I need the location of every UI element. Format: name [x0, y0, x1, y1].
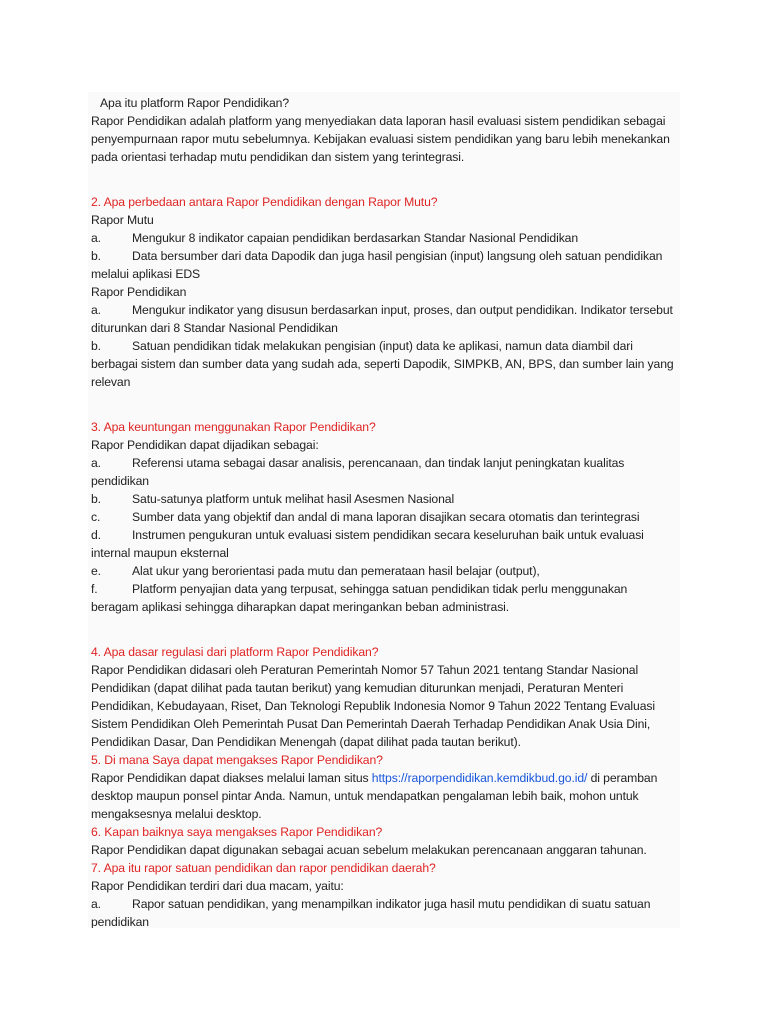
- list-item: b. Data bersumber dari data Dapodik dan juga hasil pengisian (input) langsung oleh satuan pendidikan melalui aplikasi EDS: [91, 249, 663, 281]
- list-item: c. Sumber data yang objektif dan andal di mana laporan disajikan secara otomatis dan terintegrasi: [91, 510, 640, 524]
- list-item: a. Rapor satuan pendidikan, yang menampilkan indikator juga hasil mutu pendidikan di suatu satuan pendidikan: [91, 897, 651, 928]
- rapor-pendidikan-link[interactable]: https://raporpendidikan.kemdikbud.go.id/: [371, 771, 588, 785]
- section-4-body: Rapor Pendidikan didasari oleh Peraturan Pemerintah Nomor 57 Tahun 2021 tentang Standar Nasional Pendidikan (dapat dilihat pada tautan berikut) yang kemudian diturunkan menjadi, Peraturan Menteri Pendidikan, Kebudayaan, Riset, Dan Teknologi Republik Indonesia Nomor 9 Tahun 2022 Tentang Evaluasi Sistem Pendidikan Oleh Pemerintah Pusat Dan Pemerintah Daerah Terhadap Pendidikan Anak Usia Dini, Pendidikan Dasar, Dan Pendidikan Menengah (dapat dilihat pada tautan berikut).: [91, 663, 655, 749]
- question-4: 4. Apa dasar regulasi dari platform Rapor Pendidikan?: [91, 645, 379, 659]
- document-page: [88, 92, 680, 928]
- list-item: d. Instrumen pengukuran untuk evaluasi sistem pendidikan secara keseluruhan baik untuk evaluasi internal maupun eksternal: [91, 528, 644, 560]
- question-2: 2. Apa perbedaan antara Rapor Pendidikan dengan Rapor Mutu?: [91, 195, 438, 209]
- section-3-intro: Rapor Pendidikan dapat dijadikan sebagai:: [91, 438, 319, 452]
- document-content: [91, 94, 675, 928]
- question-6: 6. Kapan baiknya saya mengakses Rapor Pendidikan?: [91, 825, 383, 839]
- list-item: a. Mengukur 8 indikator capaian pendidikan berdasarkan Standar Nasional Pendidikan: [91, 231, 579, 245]
- section-1-body: Rapor Pendidikan adalah platform yang menyediakan data laporan hasil evaluasi sistem pendidikan sebagai penyempurnaan rapor mutu sebelumnya. Kebijakan evaluasi sistem pendidikan yang baru lebih menekankan pada orientasi terhadap mutu pendidikan dan sistem yang terintegrasi.: [91, 114, 670, 164]
- list-item: b. Satuan pendidikan tidak melakukan pengisian (input) data ke aplikasi, namun data diambil dari berbagai sistem dan sumber data yang sudah ada, seperti Dapodik, SIMPKB, AN, BPS, dan sumber lain yang relevan: [91, 339, 674, 389]
- list-item: a. Mengukur indikator yang disusun berdasarkan input, proses, dan output pendidikan. Indikator tersebut diturunkan dari 8 Standar Nasional Pendidikan: [91, 303, 673, 335]
- list-item: a. Referensi utama sebagai dasar analisis, perencanaan, dan tindak lanjut peningkatan kualitas pendidikan: [91, 456, 625, 488]
- list-item: b. Satu-satunya platform untuk melihat hasil Asesmen Nasional: [91, 492, 455, 506]
- section-5-body: Rapor Pendidikan dapat diakses melalui laman situs https://raporpendidikan.kemdikbud.go.id/ di peramban desktop maupun ponsel pintar Anda. Namun, untuk mendapatkan pengalaman lebih baik, mohon untuk mengaksesnya melalui desktop.: [91, 771, 658, 821]
- section-1-heading: Apa itu platform Rapor Pendidikan?: [100, 96, 290, 110]
- list-item: e. Alat ukur yang berorientasi pada mutu dan pemerataan hasil belajar (output),: [91, 564, 540, 578]
- question-7: 7. Apa itu rapor satuan pendidikan dan rapor pendidikan daerah?: [91, 861, 436, 875]
- section-6-body: Rapor Pendidikan dapat digunakan sebagai acuan sebelum melakukan perencanaan anggaran tahunan.: [91, 843, 647, 857]
- list-item: f. Platform penyajian data yang terpusat, sehingga satuan pendidikan tidak perlu menggunakan beragam aplikasi sehingga diharapkan dapat meringankan beban administrasi.: [91, 582, 628, 614]
- rapor-pendidikan-title: Rapor Pendidikan: [91, 285, 187, 299]
- rapor-mutu-title: Rapor Mutu: [91, 213, 154, 227]
- section-7-intro: Rapor Pendidikan terdiri dari dua macam, yaitu:: [91, 879, 344, 893]
- question-5: 5. Di mana Saya dapat mengakses Rapor Pendidikan?: [91, 753, 383, 767]
- question-3: 3. Apa keuntungan menggunakan Rapor Pendidikan?: [91, 420, 376, 434]
